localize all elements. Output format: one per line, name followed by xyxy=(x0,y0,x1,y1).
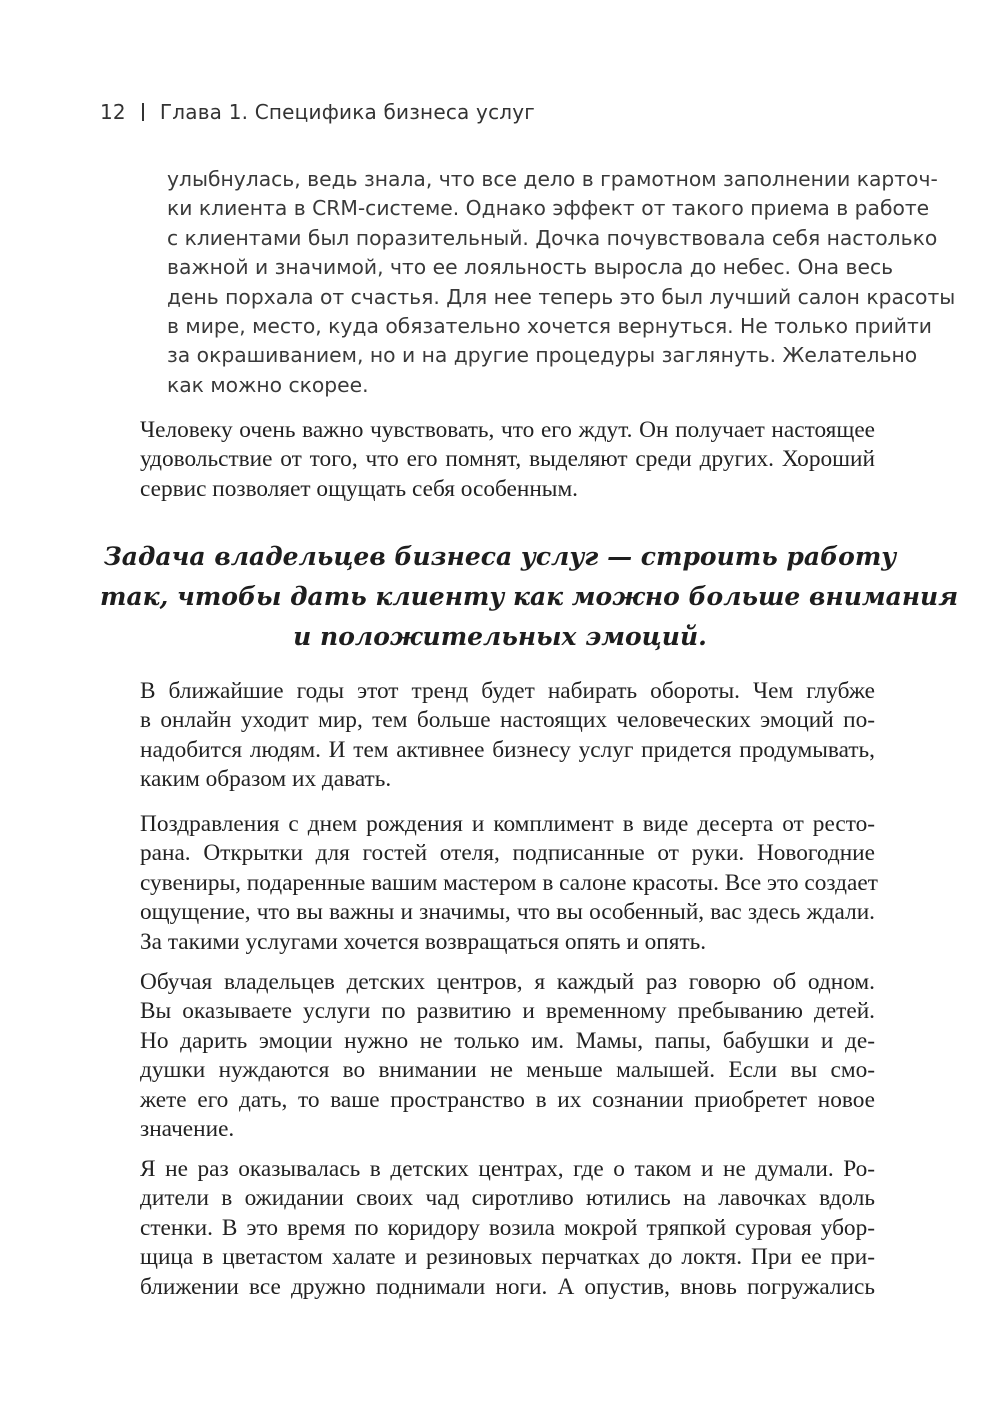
quote-line: так, чтобы дать клиенту как можно больше внимания xyxy=(100,582,959,611)
case-study-excerpt xyxy=(167,165,956,400)
paragraph-3 xyxy=(140,810,878,957)
paragraph-line: душки нуждаются во внимании не меньше малышей. Если вы смо- xyxy=(140,1057,875,1084)
paragraph-line: значение. xyxy=(140,1116,235,1143)
excerpt-line: ки клиента в CRM-системе. Однако эффект от такого приема в работе xyxy=(167,196,930,221)
paragraph-line: Но дарить эмоции нужно не только им. Мамы, папы, бабушки и де- xyxy=(140,1027,875,1054)
paragraph-line: Вы оказываете услуги по развитию и временному пребыванию детей. xyxy=(140,998,875,1025)
quote-line: и положительных эмоций. xyxy=(293,622,707,651)
paragraph-line: сервис позволяет ощущать себя особенным. xyxy=(140,475,579,502)
paragraph-1 xyxy=(140,416,875,504)
paragraph-line: в онлайн уходит мир, тем больше настоящих человеческих эмоций по- xyxy=(140,707,875,734)
paragraph-line: Поздравления с днем рождения и комплимент в виде десерта от ресто- xyxy=(140,811,875,837)
paragraph-line: За такими услугами хочется возвращаться опять и опять. xyxy=(140,928,707,955)
paragraph-5 xyxy=(140,1155,875,1302)
paragraph-line: стенки. В это время по коридору возила мокрой тряпкой суровая убор- xyxy=(140,1214,875,1241)
paragraph-line: сувениры, подаренные вашим мастером в салоне красоты. Все это создает xyxy=(140,869,878,896)
paragraph-line: В ближайшие годы этот тренд будет набирать обороты. Чем глубже xyxy=(140,678,875,704)
excerpt-line: улыбнулась, ведь знала, что все дело в грамотном заполнении карточ- xyxy=(167,167,938,191)
page-number: 12 xyxy=(100,100,126,124)
highlight-quote xyxy=(100,537,959,657)
quote-line: Задача владельцев бизнеса услуг — строить работу xyxy=(103,542,897,571)
paragraph-line: щица в цветастом халате и резиновых перчатках до локтя. При ее при- xyxy=(140,1244,875,1271)
running-header xyxy=(100,100,535,124)
paragraph-line: каким образом их давать. xyxy=(140,766,392,793)
paragraph-line: дители в ожидании своих чад сиротливо ютились на лавочках вдоль xyxy=(140,1185,875,1212)
paragraph-line: надобится людям. И тем активнее бизнесу услуг придется продумывать, xyxy=(140,736,875,763)
paragraph-line: удовольствие от того, что его помнят, выделяют среди других. Хороший xyxy=(140,446,875,473)
paragraph-line: жете его дать, то ваше пространство в их сознании приобретет новое xyxy=(140,1086,875,1113)
paragraph-line: рана. Открытки для гостей отеля, подписанные от руки. Новогодние xyxy=(140,840,875,867)
excerpt-line: день порхала от счастья. Для нее теперь это был лучший салон красоты xyxy=(167,284,956,309)
excerpt-line: за окрашиванием, но и на другие процедуры заглянуть. Желательно xyxy=(167,343,918,368)
paragraph-line: ощущение, что вы важны и значимы, что вы особенный, вас здесь ждали. xyxy=(140,899,875,926)
paragraph-line: Человеку очень важно чувствовать, что его ждут. Он получает настоящее xyxy=(140,417,875,443)
paragraph-line: Обучая владельцев детских центров, я каждый раз говорю об одном. xyxy=(140,969,875,995)
paragraph-2 xyxy=(140,677,875,795)
excerpt-line: как можно скорее. xyxy=(167,372,369,397)
paragraph-line: ближении все дружно поднимали ноги. А опустив, вновь погружались xyxy=(140,1273,875,1300)
paragraph-line: Я не раз оказывалась в детских центрах, где о таком и не думали. Ро- xyxy=(140,1156,875,1182)
excerpt-line: важной и значимой, что ее лояльность выросла до небес. Она весь xyxy=(167,255,894,280)
excerpt-line: с клиентами был поразительный. Дочка почувствовала себя настолько xyxy=(167,225,938,250)
excerpt-line: в мире, место, куда обязательно хочется вернуться. Не только прийти xyxy=(167,314,932,339)
paragraph-4 xyxy=(140,968,875,1144)
header-separator xyxy=(142,103,144,121)
chapter-title: Глава 1. Специфика бизнеса услуг xyxy=(159,100,535,124)
